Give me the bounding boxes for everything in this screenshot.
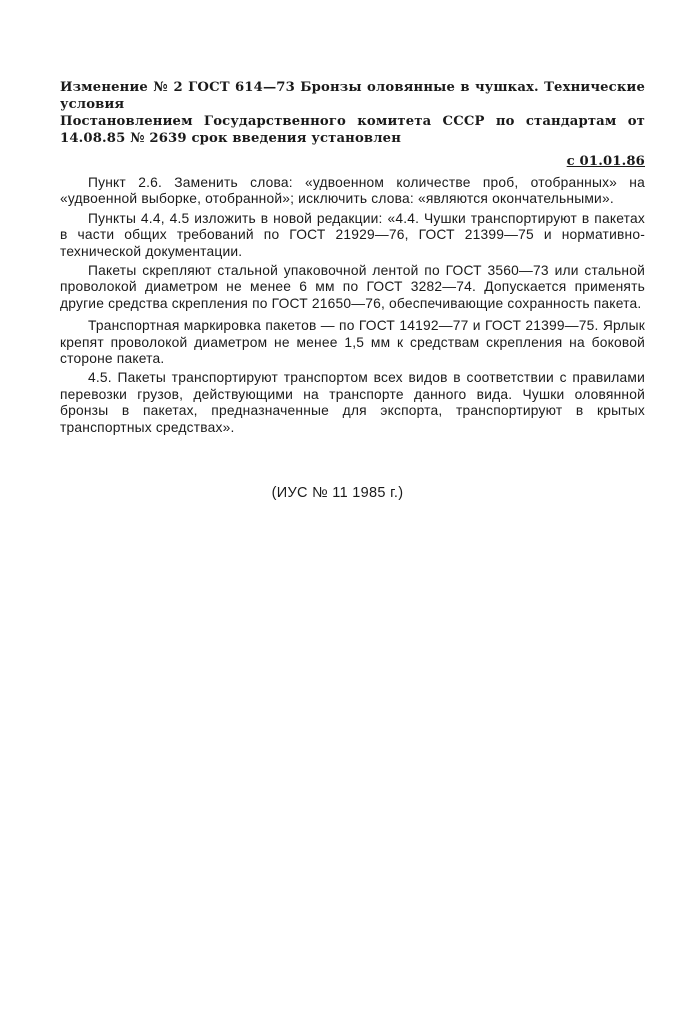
amendment-header [60,79,645,170]
paragraph-packaging-fastening: Пакеты скрепляют стальной упаковочной лентой по ГОСТ 3560—73 или стальной проволокой диаметром не менее 6 мм по ГОСТ 3282—74. Допускается применять другие средства скрепления по ГОСТ 21650—76, обеспечивающие сохранность пакета. [60,263,645,311]
paragraph-clause-4-5: 4.5. Пакеты транспортируют транспортом всех видов в соответствии с правилами перевозки грузов, действующими на транспорте данного вида. Чушки оловянной бронзы в пакетах, предназначенные для экспорта, транспортируют в крытых транспортных средствах». [60,370,645,435]
decree-text: Постановлением Государственного комитета СССР по стандартам от 14.08.85 № 2639 срок введения установлен [60,114,645,146]
amendment-title: Изменение № 2 ГОСТ 614—73 Бронзы оловянные в чушках. Технические условия [60,80,645,112]
amendment-body [60,175,645,439]
ius-reference: (ИУС № 11 1985 г.) [271,485,404,501]
effective-date: с 01.01.86 [566,154,645,169]
paragraph-transport-marking: Транспортная маркировка пакетов — по ГОСТ 14192—77 и ГОСТ 21399—75. Ярлык крепят проволокой диаметром не менее 1,5 мм к средствам скрепления на боковой стороне пакета. [60,318,645,367]
paragraph-clauses-4-4-4-5: Пункты 4.4, 4.5 изложить в новой редакции: «4.4. Чушки транспортируют в пакетах в части общих требований по ГОСТ 21929—76, ГОСТ 21399—75 и нормативно-технической документации. [60,210,645,259]
paragraph-clause-2-6: Пункт 2.6. Заменить слова: «удвоенном количестве проб, отобранных» на «удвоенной выборке, отобранной»; исключить слова: «являются окончательными». [60,175,645,207]
